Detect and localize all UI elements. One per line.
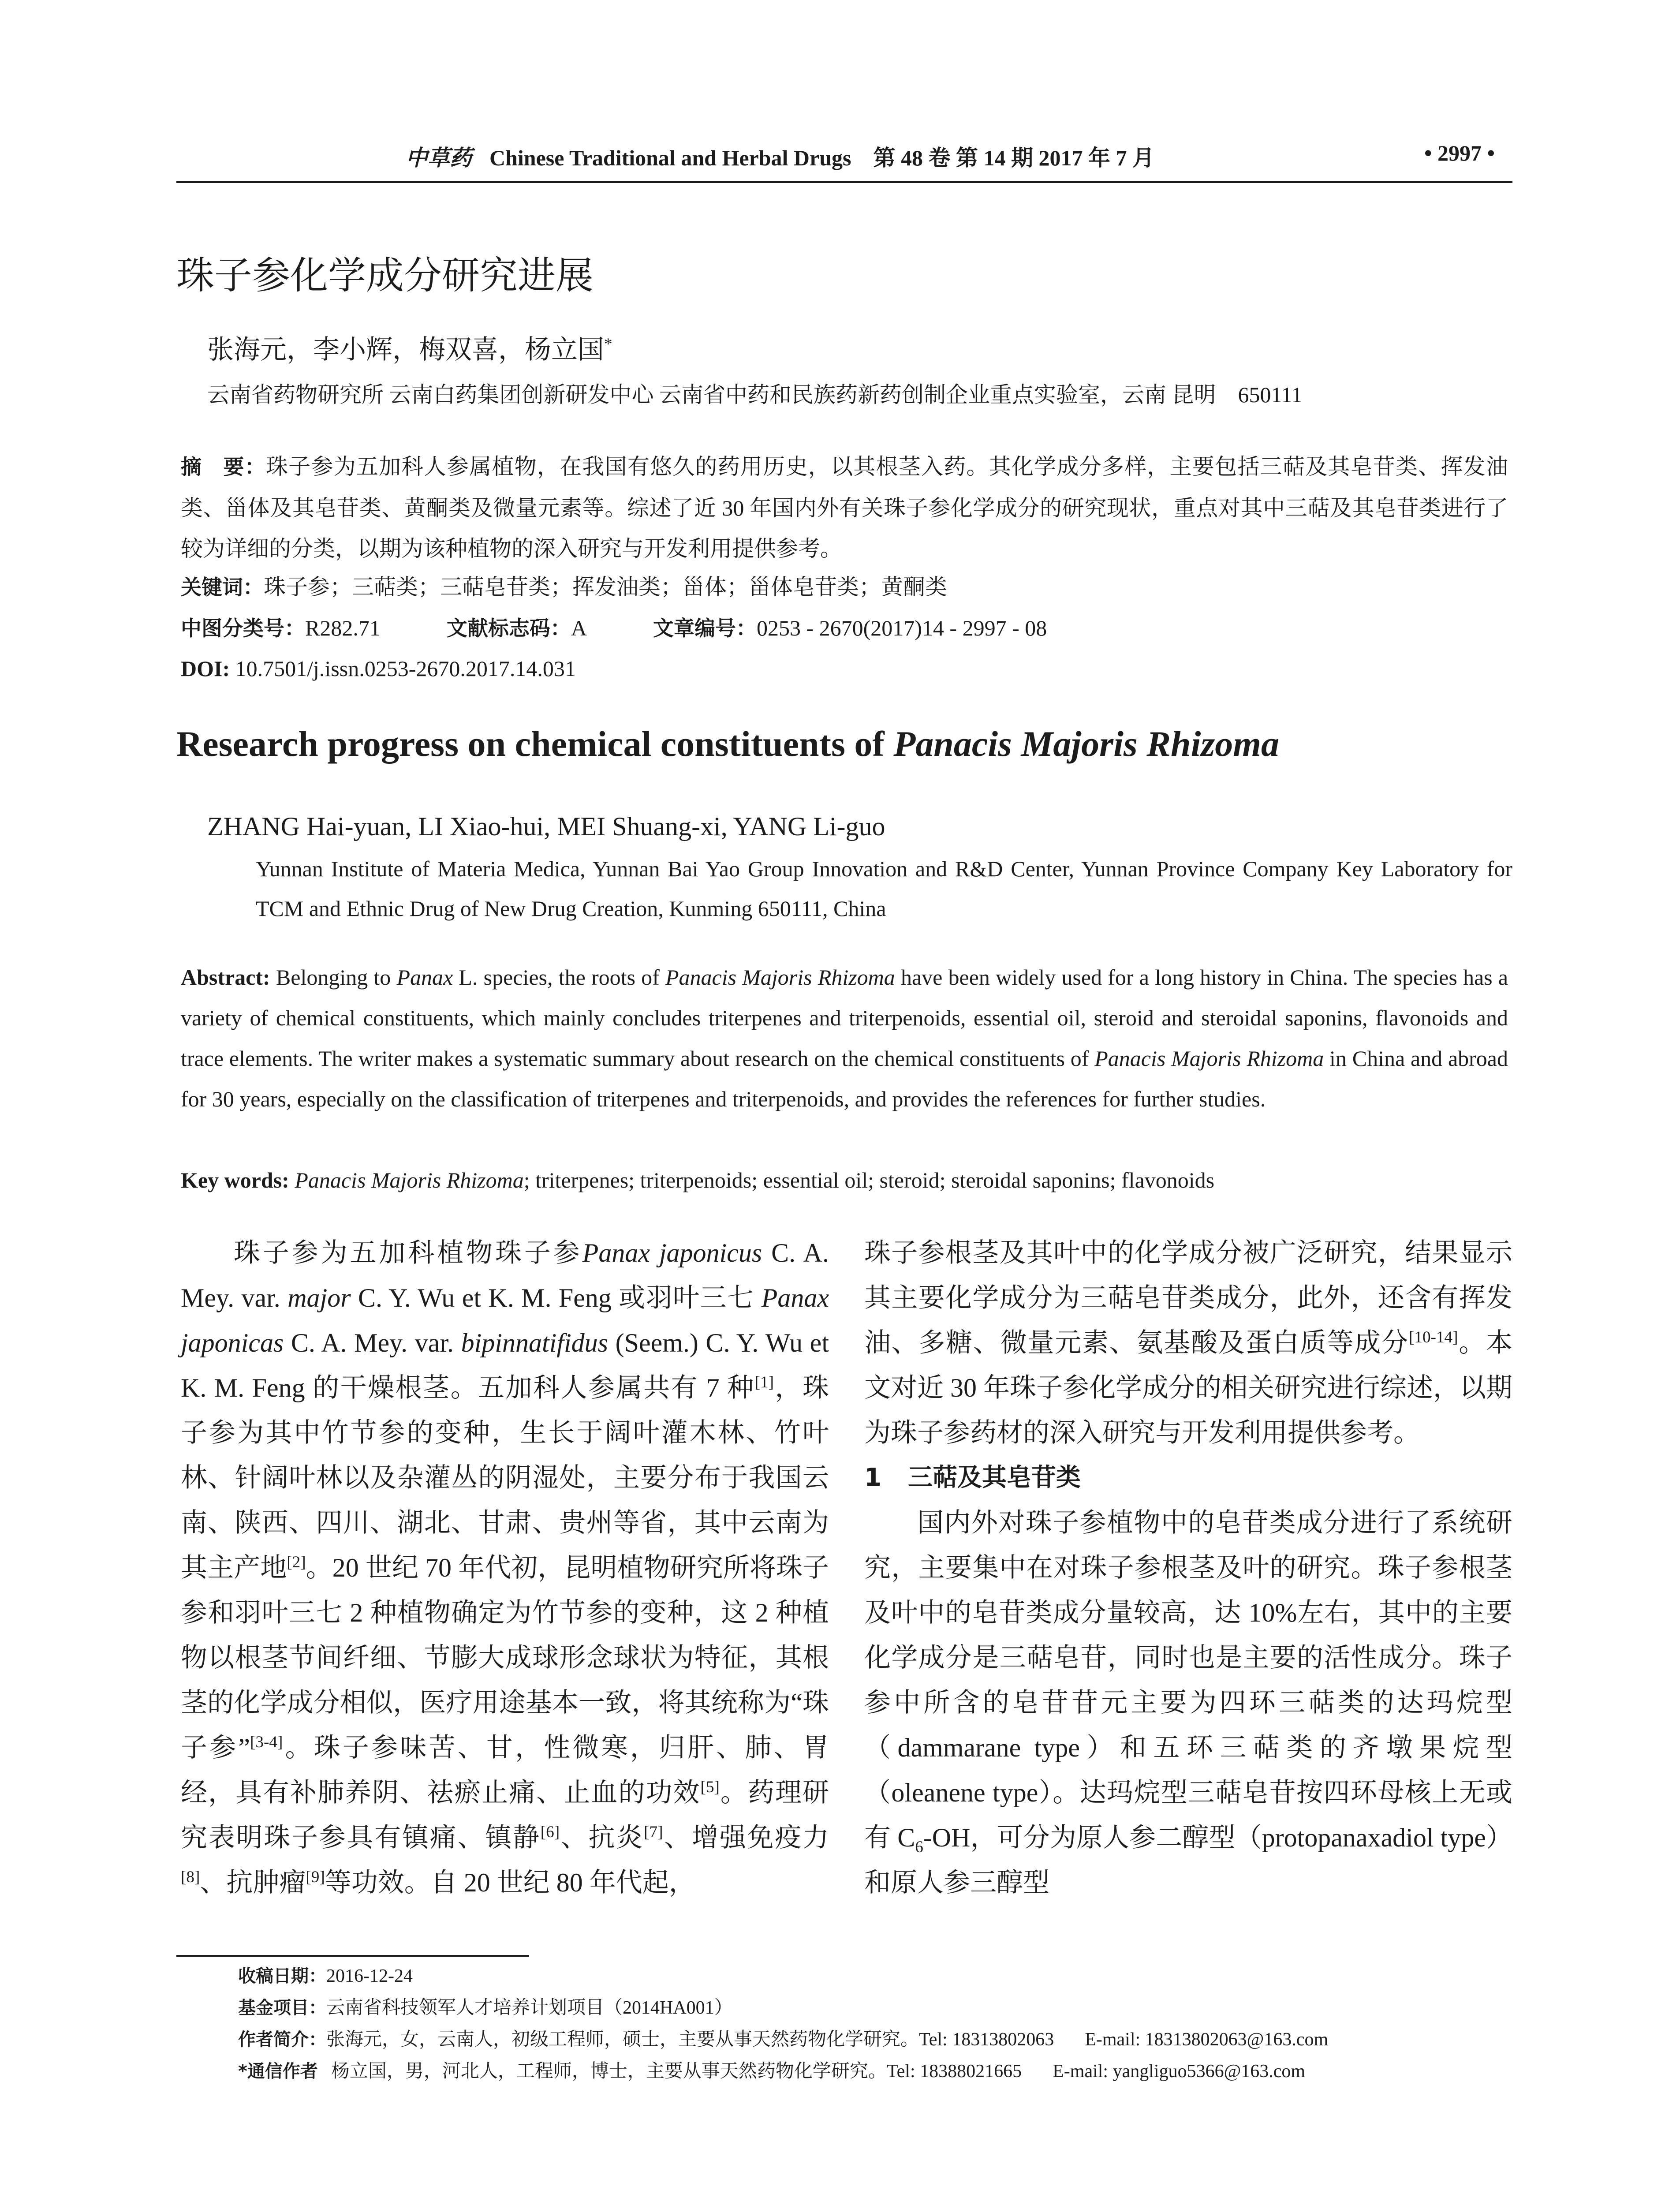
body-paragraph bbox=[864, 1500, 1512, 1905]
text-run: 。药理研究表明珠子参具有镇痛、镇静 bbox=[181, 1778, 829, 1852]
text-run: 、抗炎 bbox=[560, 1823, 644, 1852]
footnote-label: 基金项目： bbox=[238, 1998, 326, 2018]
clc-value: R282.71 bbox=[305, 616, 381, 640]
footnote-fund bbox=[238, 1992, 1517, 2024]
text-run: C. A. Mey. var. bbox=[181, 1238, 829, 1312]
abstract-text-part: have been widely used for a long history in China. The species has a variety of chemical constituents, which mainly concludes triterpenes and triterpenoids, essential oil, steroid and steroidal saponins, flavonoids and trace elements. The writer makes a systematic summary about research on the chemical constituents of bbox=[181, 965, 1508, 1071]
text-run: -OH，可分为原人参二醇型（protopanaxadiol type）和原人参三醇型 bbox=[864, 1823, 1512, 1897]
subscript: 6 bbox=[915, 1838, 923, 1856]
english-authors: ZHANG Hai-yuan, LI Xiao-hui, MEI Shuang-xi, YANG Li-guo bbox=[207, 812, 885, 841]
footnote-text: 杨立国，男，河北人，工程师，博士，主要从事天然药物化学研究。Tel: 18388021665 bbox=[331, 2061, 1022, 2082]
corresponding-email[interactable]: E-mail: yangliguo5366@163.com bbox=[1053, 2061, 1306, 2082]
text-run: C. Y. Wu et K. M. Feng 或羽叶三七 bbox=[351, 1283, 762, 1312]
english-keywords-species: Panacis Majoris Rhizoma bbox=[295, 1168, 524, 1192]
document-code-label: 文献标志码： bbox=[446, 617, 571, 641]
classification-line bbox=[181, 608, 1508, 649]
citation-ref[interactable]: [3-4] bbox=[250, 1733, 283, 1751]
footnote-text: 云南省科技领军人才培养计划项目（2014HA001） bbox=[326, 1998, 733, 2018]
document-code-value: A bbox=[571, 616, 587, 640]
text-run: 等功效。自 20 世纪 80 年代起， bbox=[325, 1868, 695, 1897]
abstract-italic-part: Panacis Majoris Rhizoma bbox=[1094, 1046, 1324, 1071]
text-run: 、增强免疫力 bbox=[663, 1823, 829, 1852]
chinese-affiliation: 云南省药物研究所 云南白药集团创新研发中心 云南省中药和民族药新药创制企业重点实验室，云南 昆明 650111 bbox=[207, 382, 1303, 407]
chinese-abstract-label: 摘 要： bbox=[181, 455, 266, 479]
text-run: C. A. Mey. var. bbox=[284, 1328, 461, 1357]
english-title-species: Panacis Majoris Rhizoma bbox=[893, 724, 1280, 764]
footnote-author bbox=[238, 2024, 1517, 2056]
species-name: Panax japonicus bbox=[582, 1238, 762, 1267]
section-heading bbox=[864, 1455, 1512, 1500]
page-number: • 2997 • bbox=[1424, 141, 1495, 165]
author-email[interactable]: E-mail: 18313802063@163.com bbox=[1085, 2029, 1329, 2050]
species-name: bipinnatifidus bbox=[461, 1328, 609, 1357]
text-run: 。珠子参味苦、甘，性微寒，归肝、肺、胃经，具有补肺养阴、祛瘀止痛、止血的功效 bbox=[181, 1733, 829, 1807]
chinese-keywords-text: 珠子参；三萜类；三萜皂苷类；挥发油类；甾体；甾体皂苷类；黄酮类 bbox=[264, 575, 947, 599]
journal-logo: 中草药 bbox=[406, 146, 472, 170]
footnote-text: 2016-12-24 bbox=[326, 1966, 413, 1986]
abstract-italic-part: Panacis Majoris Rhizoma bbox=[665, 965, 895, 990]
abstract-italic-part: Panax bbox=[396, 965, 453, 990]
citation-ref[interactable]: [1] bbox=[754, 1373, 774, 1391]
footnote-label: 收稿日期： bbox=[238, 1966, 326, 1986]
chinese-abstract bbox=[181, 446, 1508, 569]
doi-label: DOI: bbox=[181, 656, 230, 681]
abstract-text-part: Belonging to bbox=[270, 965, 397, 990]
species-name: Panax japonicas bbox=[181, 1283, 829, 1357]
citation-ref[interactable]: [7] bbox=[644, 1823, 663, 1841]
section-title: 三萜及其皂苷类 bbox=[907, 1463, 1081, 1492]
chinese-authors bbox=[207, 329, 612, 366]
chinese-title: 珠子参化学成分研究进展 bbox=[176, 254, 594, 298]
abstract-text-part: in China and abroad for 30 years, especially on the classification of triterpenes and triterpenoids, and provides the references for further studies. bbox=[181, 1046, 1508, 1111]
doi-line bbox=[181, 648, 1508, 689]
chinese-author-list: 张海元，李小辉，梅双喜，杨立国 bbox=[207, 335, 604, 364]
running-header bbox=[176, 132, 1512, 183]
footnote-received bbox=[238, 1960, 1517, 1992]
clc-label: 中图分类号： bbox=[181, 617, 305, 641]
doi-link[interactable]: 10.7501/j.issn.0253-2670.2017.14.031 bbox=[235, 656, 576, 681]
body-paragraph bbox=[864, 1230, 1512, 1455]
citation-ref[interactable]: [6] bbox=[540, 1823, 560, 1841]
citation-ref[interactable]: [2] bbox=[287, 1553, 306, 1571]
citation-ref[interactable]: [9] bbox=[306, 1868, 325, 1886]
text-run: 珠子参根茎及其叶中的化学成分被广泛研究，结果显示其主要化学成分为三萜皂苷类成分，此外，还含有挥发油、多糖、微量元素、氨基酸及蛋白质等成分 bbox=[864, 1238, 1512, 1357]
citation-ref[interactable]: [8] bbox=[181, 1868, 200, 1886]
english-affiliation: Yunnan Institute of Materia Medica, Yunnan Bai Yao Group Innovation and R&D Center, Yunnan Province Company Key Laboratory for TCM and Ethnic Drug of New Drug Creation, Kunming 650111, China bbox=[256, 856, 1512, 921]
species-name: major bbox=[287, 1283, 351, 1312]
article-number-value: 0253 - 2670(2017)14 - 2997 - 08 bbox=[756, 616, 1047, 640]
text-run: 、抗肿瘤 bbox=[200, 1868, 306, 1897]
section-number: 1 bbox=[864, 1463, 881, 1492]
footnote-label: *通信作者 bbox=[238, 2061, 318, 2082]
english-keywords-text: ; triterpenes; triterpenoids; essential oil; steroid; steroidal saponins; flavonoids bbox=[523, 1168, 1215, 1192]
english-title bbox=[176, 723, 1279, 765]
journal-issue-info: Chinese Traditional and Herbal Drugs 第 48 卷 第 14 期 2017 年 7 月 bbox=[489, 146, 1154, 170]
body-paragraph bbox=[181, 1230, 829, 1905]
english-keywords bbox=[181, 1160, 1508, 1200]
citation-ref[interactable]: [10-14] bbox=[1408, 1328, 1458, 1346]
corresponding-mark: * bbox=[604, 335, 612, 353]
english-abstract-label: Abstract: bbox=[181, 965, 270, 990]
article-number-label: 文章编号： bbox=[653, 617, 757, 641]
text-run: (Seem.) C. Y. Wu et K. M. Feng 的干燥根茎。五加科人参属共有 7 种 bbox=[181, 1328, 829, 1402]
chinese-keywords bbox=[181, 567, 1508, 608]
footnote-corresponding bbox=[238, 2056, 1517, 2087]
text-run: 国内外对珠子参植物中的皂苷类成分进行了系统研究，主要集中在对珠子参根茎及叶的研究。珠子参根茎及叶中的皂苷类成分量较高，达 10%左右，其中的主要化学成分是三萜皂苷，同时也是主要的活性成分。珠子参中所含的皂苷苷元主要为四环三萜类的达玛烷型（dammarane type）和五环三萜类的齐墩果烷型（oleanene type）。达玛烷型三萜皂苷按四环母核上无或有 C bbox=[864, 1508, 1512, 1852]
footnote-text: 张海元，女，云南人，初级工程师，硕士，主要从事天然药物化学研究。Tel: 18313802063 bbox=[326, 2029, 1054, 2050]
footnotes bbox=[238, 1960, 1517, 2087]
body-column-left bbox=[181, 1230, 829, 1905]
footnote-label: 作者简介： bbox=[238, 2029, 326, 2050]
journal-header-line bbox=[406, 140, 1154, 172]
footnote-divider bbox=[176, 1955, 529, 1957]
text-run: ，珠子参为其中竹节参的变种，生长于阔叶灌木林、竹叶林、针阔叶林以及杂灌丛的阴湿处，主要分布于我国云南、陕西、四川、湖北、甘肃、贵州等省，其中云南为其主产地 bbox=[181, 1373, 829, 1582]
abstract-text-part: L. species, the roots of bbox=[453, 965, 665, 990]
chinese-keywords-label: 关键词： bbox=[181, 576, 264, 600]
text-run: 。20 世纪 70 年代初，昆明植物研究所将珠子参和羽叶三七 2 种植物确定为竹节参的变种，这 2 种植物以根茎节间纤细、节膨大成球形念球状为特征，其根茎的化学成分相似，医疗用途基本一致，将其统称为“珠子参” bbox=[181, 1553, 829, 1762]
text-run: 。本文对近 30 年珠子参化学成分的相关研究进行综述，以期为珠子参药材的深入研究与开发利用提供参考。 bbox=[864, 1328, 1513, 1447]
english-title-text: Research progress on chemical constituents of bbox=[176, 724, 894, 764]
english-abstract bbox=[181, 957, 1508, 1119]
chinese-abstract-text: 珠子参为五加科人参属植物，在我国有悠久的药用历史，以其根茎入药。其化学成分多样，主要包括三萜及其皂苷类、挥发油类、甾体及其皂苷类、黄酮类及微量元素等。综述了近 30 年国内外有关珠子参化学成分的研究现状，重点对其中三萜及其皂苷类进行了较为详细的分类，以期为该种植物的深入研究与开发利用提供参考。 bbox=[181, 454, 1508, 561]
body-column-right bbox=[864, 1230, 1512, 1905]
english-keywords-label: Key words: bbox=[181, 1168, 289, 1192]
citation-ref[interactable]: [5] bbox=[700, 1778, 720, 1796]
text-run: 珠子参为五加科植物珠子参 bbox=[234, 1238, 582, 1267]
